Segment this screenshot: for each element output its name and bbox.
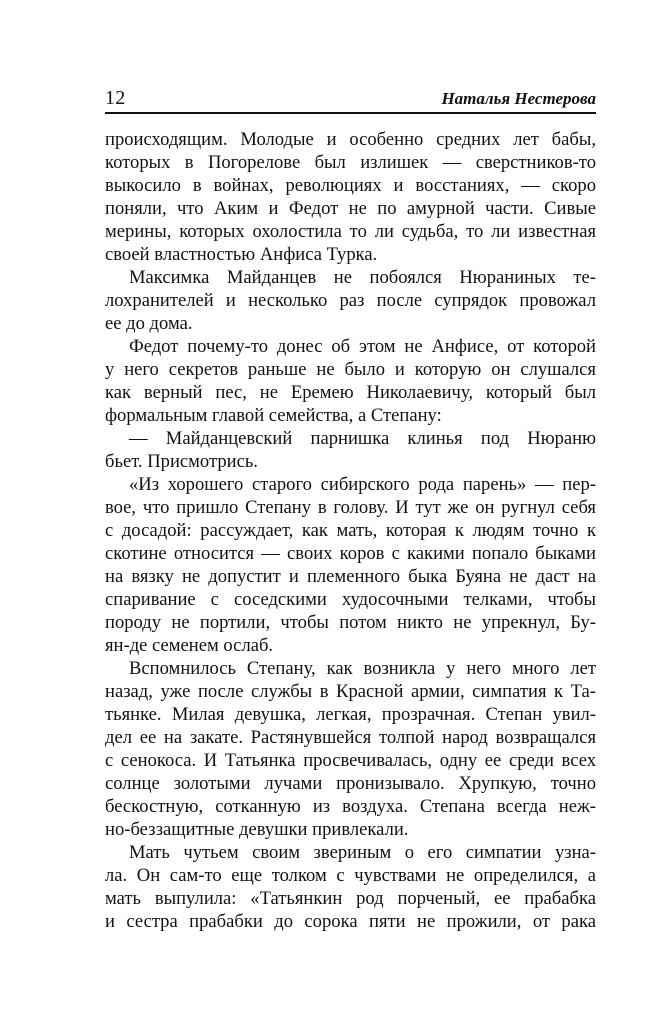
text-line: породу не портили, чтобы потом никто не упрекнул, Бу- <box>105 612 596 633</box>
text-line: но-беззащитные девушки привлекали. <box>105 819 409 840</box>
text-line: и сестра прабабки до сорока пяти не прожили, от рака <box>105 911 596 932</box>
text-line: поняли, что Аким и Федот не по амурной части. Сивые <box>105 198 596 219</box>
text-line: с досадой: рассуждает, как мать, которая к людям точно к <box>105 520 596 541</box>
text-line: бьет. Присмотрись. <box>105 451 258 472</box>
text-line: бескостную, сотканную из воздуха. Степана всегда неж- <box>105 796 596 817</box>
text-line: скотине относится — своих коров с какими попало быками <box>105 543 596 564</box>
page-header <box>105 84 596 112</box>
text-line: тьянке. Милая девушка, легкая, прозрачная. Степан увил- <box>105 704 596 725</box>
text-line: на вязку не допустит и племенного быка Буяна не даст на <box>105 566 596 587</box>
text-line: спаривание с соседскими худосочными телками, чтобы <box>105 589 596 610</box>
text-line: ян-де семенем ослаб. <box>105 635 274 656</box>
text-line: — Майданцевский парнишка клинья под Нюраню <box>129 428 596 449</box>
text-line: выкосило в войнах, революциях и восстаниях, — скоро <box>105 175 596 196</box>
text-line: мерины, которых охолостила то ли судьба, то ли известная <box>105 221 596 242</box>
text-line: как верный пес, не Еремею Николаевичу, который был <box>105 382 596 403</box>
text-line: своей властностью Анфиса Турка. <box>105 244 378 265</box>
body-text <box>105 128 596 933</box>
text-line: вое, что пришло Степану в голову. И тут же он ругнул себя <box>105 497 596 518</box>
running-head-author: Наталья Нестерова <box>441 89 596 108</box>
text-line: Федот почему-то донес об этом не Анфисе, от которой <box>129 336 596 357</box>
text-line: назад, уже после службы в Красной армии, симпатия к Та- <box>105 681 596 702</box>
header-rule <box>105 112 596 114</box>
page-number: 12 <box>105 87 126 109</box>
text-line: у него секретов раньше не было и которую он слушался <box>105 359 596 380</box>
text-line: Вспомнилось Степану, как возникла у него много лет <box>129 658 596 679</box>
text-line: дел ее на закате. Растянувшейся толпой народ возвращался <box>105 727 596 748</box>
text-line: ее до дома. <box>105 313 193 334</box>
text-line: формальным главой семейства, а Степану: <box>105 405 442 426</box>
text-line: Максимка Майданцев не побоялся Нюраниных те- <box>129 267 596 288</box>
text-line: происходящим. Молодые и особенно средних лет бабы, <box>105 129 596 150</box>
text-line: лохранителей и несколько раз после супрядок провожал <box>105 290 596 311</box>
text-line: с сенокоса. И Татьянка просвечивалась, одну ее среди всех <box>105 750 596 771</box>
text-line: «Из хорошего старого сибирского рода парень» — пер- <box>129 474 596 495</box>
text-line: мать выпулила: «Татьянкин род порченый, ее прабабка <box>105 888 596 909</box>
text-line: солнце золотыми лучами пронизывало. Хрупкую, точно <box>105 773 596 794</box>
text-line: Мать чутьем своим звериным о его симпатии узна- <box>129 842 596 863</box>
text-line: ла. Он сам-то еще толком с чувствами не определился, а <box>105 865 596 886</box>
text-line: которых в Погорелове был излишек — сверстников-то <box>105 152 596 173</box>
